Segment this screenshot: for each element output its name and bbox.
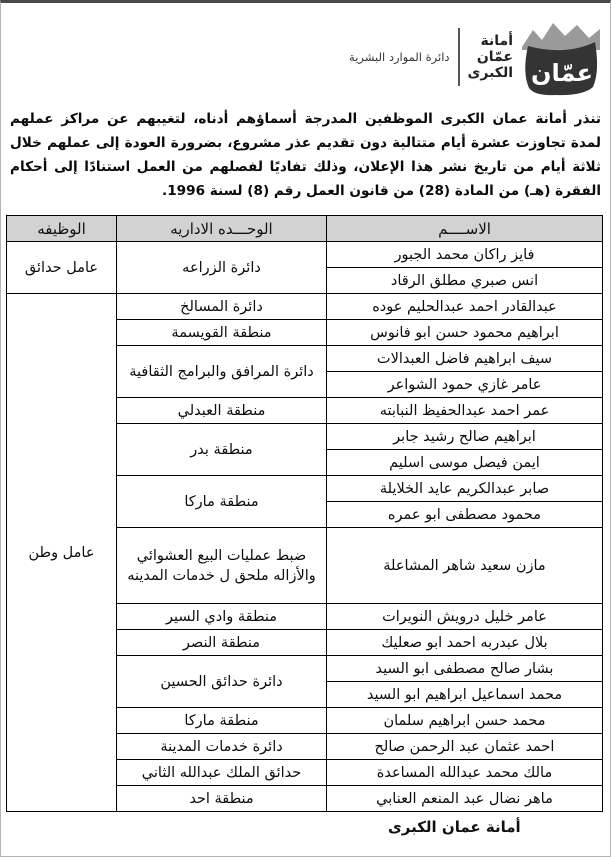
column-header-name: الاســــم — [327, 216, 603, 242]
letterhead — [8, 9, 603, 103]
notice-paragraph: تنذر أمانة عمان الكبرى الموظفين المدرجة أسماؤهم أدناه، لتغيبهم عن مراكز عملهم لمدة تجاوزت عشرة أيام متتالية دون تقديم عذر مشروع، بضرورة العودة إلى عملهم خلال ثلاثة أيام من تاريخ نشر هذا الإعلان، وذلك تفاديًا لفصلهم من العمل استنادًا إلى أحكام الفقرة (هـ) من المادة (28) من قانون العمل رقم (8) لسنة 1996. — [10, 111, 601, 199]
column-header-unit: الوحـــده الاداريه — [117, 216, 327, 242]
job-title-cell: عامل وطن — [7, 294, 117, 812]
employee-name-cell: محمد اسماعيل ابراهيم ابو السيد — [327, 682, 603, 708]
administrative-unit-cell: دائرة حدائق الحسين — [117, 656, 327, 708]
employee-name-cell: عامر غازي حمود الشواعر — [327, 372, 603, 398]
administrative-unit-cell: منطقة العبدلي — [117, 398, 327, 424]
administrative-unit-cell: منطقة ماركا — [117, 476, 327, 528]
hr-department-label: دائرة الموارد البشرية — [349, 50, 450, 64]
employee-name-cell: بلال عبدربه احمد ابو صعليك — [327, 630, 603, 656]
job-title-cell: عامل حدائق — [7, 242, 117, 294]
header-divider — [458, 28, 460, 86]
employee-table — [6, 215, 603, 812]
employee-name-cell: ابراهيم صالح رشيد جابر — [327, 424, 603, 450]
table-header-row — [7, 216, 603, 242]
employee-name-cell: ايمن فيصل موسى اسليم — [327, 450, 603, 476]
employee-name-cell: انس صبري مطلق الرقاد — [327, 268, 603, 294]
footer-signature: أمانة عمان الكبرى — [388, 818, 521, 836]
administrative-unit-cell: منطقة النصر — [117, 630, 327, 656]
administrative-unit-cell: منطقة بدر — [117, 424, 327, 476]
column-header-job: الوظيفه — [7, 216, 117, 242]
employee-name-cell: محمود مصطفى ابو عمره — [327, 502, 603, 528]
employee-name-cell: ابراهيم محمود حسن ابو فانوس — [327, 320, 603, 346]
org-name: أمانة عمّان الكبرى — [467, 33, 513, 81]
employee-name-cell: عمر احمد عبدالحفيظ النبابته — [327, 398, 603, 424]
administrative-unit-cell: دائرة المسالخ — [117, 294, 327, 320]
table-row — [7, 294, 603, 320]
employee-name-cell: محمد حسن ابراهيم سلمان — [327, 708, 603, 734]
administrative-unit-cell: منطقة القويسمة — [117, 320, 327, 346]
administrative-unit-cell: دائرة خدمات المدينة — [117, 734, 327, 760]
employee-name-cell: سيف ابراهيم فاضل العبدالات — [327, 346, 603, 372]
employee-name-cell: مازن سعيد شاهر المشاعلة — [327, 528, 603, 604]
administrative-unit-cell: ضبط عمليات البيع العشوائي والأزاله ملحق ل خدمات المدينه — [117, 528, 327, 604]
employee-table-body — [7, 242, 603, 812]
administrative-unit-cell: منطقة احد — [117, 786, 327, 812]
administrative-unit-cell: دائرة المرافق والبرامج الثقافية — [117, 346, 327, 398]
logo-word: عمّان — [531, 59, 593, 87]
table-row — [7, 242, 603, 268]
employee-name-cell: عبدالقادر احمد عبدالحليم عوده — [327, 294, 603, 320]
employee-name-cell: فايز راكان محمد الجبور — [327, 242, 603, 268]
administrative-unit-cell: دائرة الزراعه — [117, 242, 327, 294]
employee-name-cell: احمد عثمان عبد الرحمن صالح — [327, 734, 603, 760]
employee-name-cell: صابر عبدالكريم عايد الخلايلة — [327, 476, 603, 502]
administrative-unit-cell: منطقة ماركا — [117, 708, 327, 734]
employee-name-cell: مالك محمد عبدالله المساعدة — [327, 760, 603, 786]
employee-name-cell: ماهر نضال عبد المنعم العنابي — [327, 786, 603, 812]
employee-name-cell: بشار صالح مصطفى ابو السيد — [327, 656, 603, 682]
administrative-unit-cell: حدائق الملك عبدالله الثاني — [117, 760, 327, 786]
administrative-unit-cell: منطقة وادي السير — [117, 604, 327, 630]
amman-municipality-logo-icon — [521, 17, 601, 97]
employee-name-cell: عامر خليل درويش النويرات — [327, 604, 603, 630]
